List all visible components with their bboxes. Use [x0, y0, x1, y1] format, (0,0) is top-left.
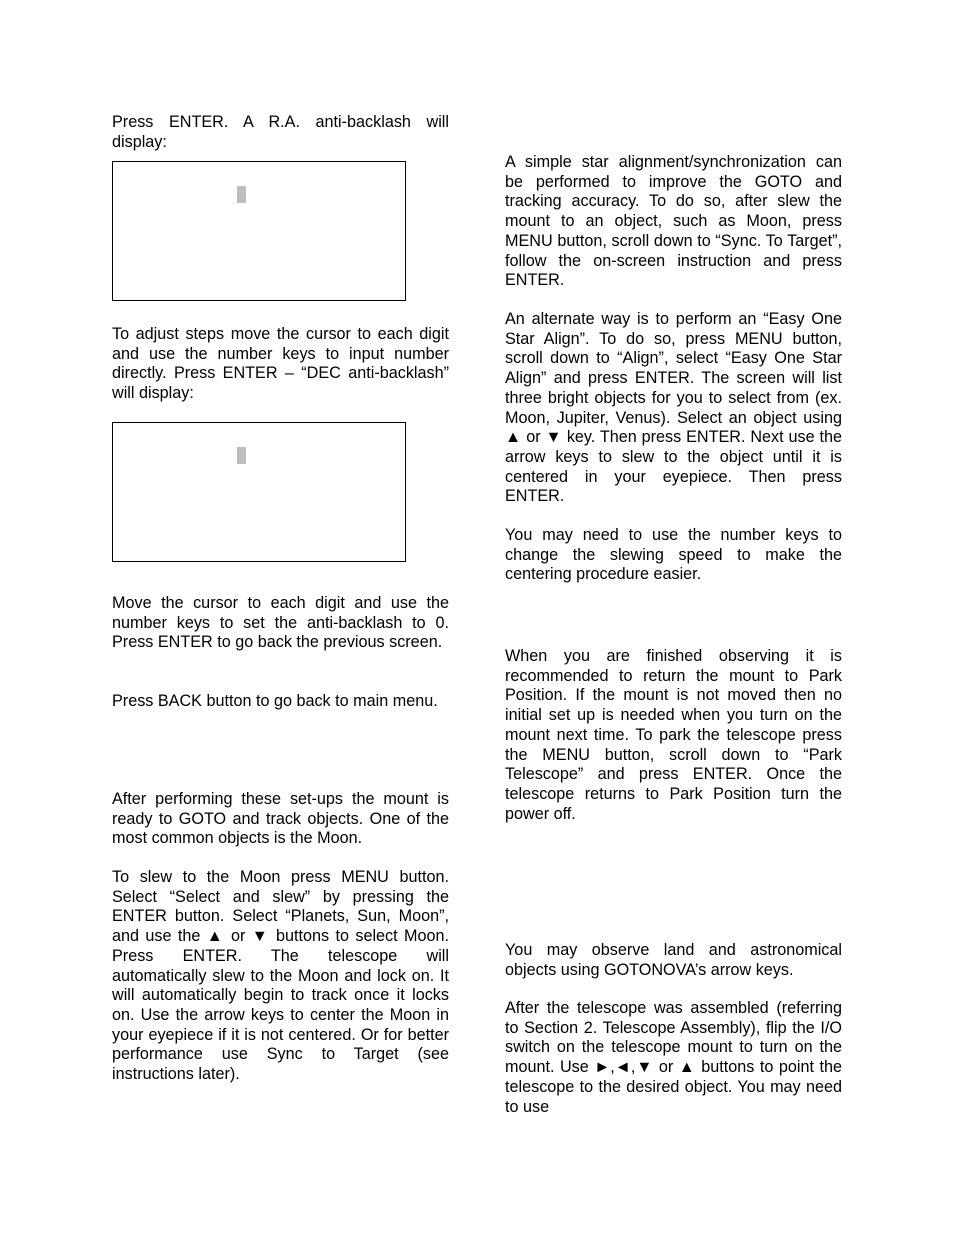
paragraph-goto-ready: After performing these set-ups the mount is ready to GOTO and track objects. One of the most common objects is the Moon.: [112, 790, 449, 848]
paragraph-adjust-steps: To adjust steps move the cursor to each digit and use the number keys to input number directly. Press ENTER – “DEC anti-backlash” will display:: [112, 325, 449, 403]
paragraph-slew-to-moon: To slew to the Moon press MENU button. Select “Select and slew” by pressing the ENTER button. Select “Planets, Sun, Moon”, and use the ▲ or ▼ buttons to select Moon. Press ENTER. The telescope will automatically slew to the Moon and lock on. It will automatically begin to track once it locks on. Use the arrow keys to center the Moon in your eyepiece if it is not centered. Or for better performance use Sync to Target (see instructions later).: [112, 868, 449, 1084]
paragraph-set-anti-backlash: Move the cursor to each digit and use the number keys to set the anti-backlash to 0. Press ENTER to go back the previous screen.: [112, 594, 449, 652]
lcd-cursor: [237, 186, 246, 203]
paragraph-arrow-keys: You may observe land and astronomical objects using GOTONOVA’s arrow keys.: [505, 941, 842, 979]
paragraph-sync-to-target: A simple star alignment/synchronization can be performed to improve the GOTO and tracking accuracy. To do so, after slew the mount to an object, such as Moon, press MENU button, scroll down to “Sync. To Target”, follow the on-screen instruction and press ENTER.: [505, 153, 842, 290]
paragraph-park-telescope: When you are finished observing it is recommended to return the mount to Park Position. If the mount is not moved then no initial set up is needed when you turn on the mount next time. To park the telescope press the MENU button, scroll down to “Park Telescope” and press ENTER. Once the telescope returns to Park Position turn the power off.: [505, 647, 842, 823]
dec-anti-backlash-screen: [112, 422, 406, 562]
paragraph-back-button: Press BACK button to go back to main menu.: [112, 692, 438, 710]
ra-anti-backlash-screen: [112, 161, 406, 301]
paragraph-easy-one-star-align: An alternate way is to perform an “Easy One Star Align”. To do so, press MENU button, scroll down to “Align”, select “Easy One Star Align” and press ENTER. The screen will list three bright objects for you to select from (ex. Moon, Jupiter, Venus). Select an object using ▲ or ▼ key. Then press ENTER. Next use the arrow keys to slew to the object until it is centered in your eyepiece. Then press ENTER.: [505, 310, 842, 506]
paragraph-slewing-speed: You may need to use the number keys to change the slewing speed to make the centering procedure easier.: [505, 526, 842, 584]
paragraph-after-assembly: After the telescope was assembled (referring to Section 2. Telescope Assembly), flip the I/O switch on the telescope mount to turn on the mount. Use ►,◄,▼ or ▲ buttons to point the telescope to the desired object. You may need to use: [505, 999, 842, 1116]
paragraph-ra-anti-backlash: Press ENTER. A R.A. anti-backlash will display:: [112, 113, 449, 151]
lcd-cursor: [237, 447, 246, 464]
